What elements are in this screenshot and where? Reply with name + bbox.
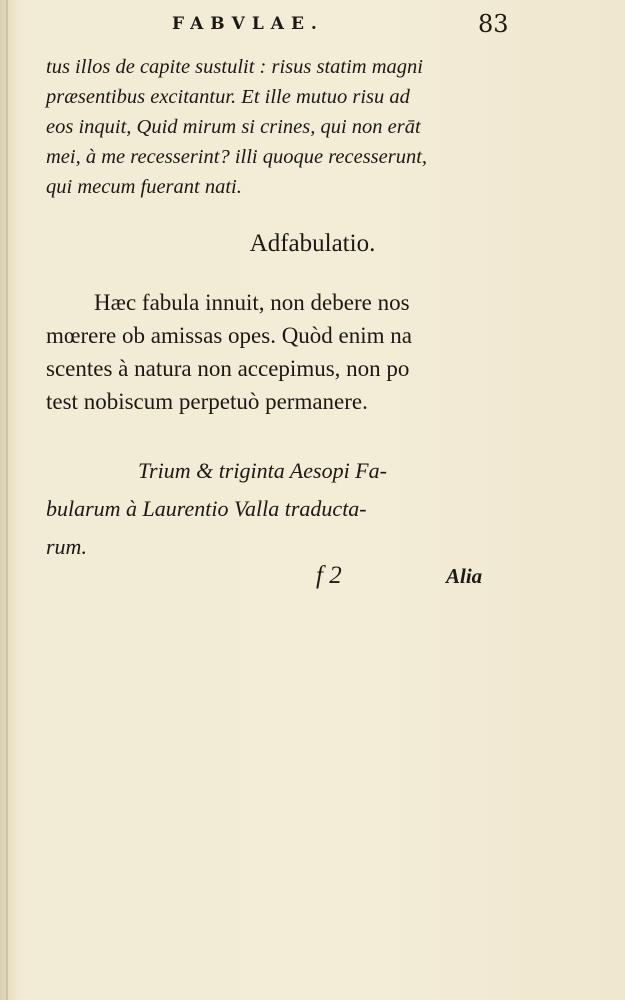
text-line: bularum à Laurentio Valla traducta- [46,496,367,521]
text-line: tus illos de capite sustulit : risus statim magni [46,56,423,78]
text-line: qui mecum fuerant nati. [46,176,242,198]
gutter-shadow [6,0,8,1000]
text-line: test nobiscum perpetuò permanere. [46,389,368,414]
signature-mark: f 2 [316,562,342,589]
section-heading: Adfabulatio. [249,230,376,257]
moral-text [46,286,506,418]
text-line: Hæc fabula innuit, non debere nos [94,290,410,315]
running-head: FABVLAE. [172,14,324,34]
catchword: Alia [446,564,483,588]
text-line: eos inquit, Quid mirum si crines, qui non erāt [46,116,421,138]
text-line: præsentibus excitantur. Et ille mutuo risu ad [46,86,410,108]
text-line: rum. [46,534,87,559]
fable-conclusion-text [46,52,506,202]
colophon-text [46,452,506,566]
text-line: mei, à me recesserint? illi quoque recesserunt, [46,146,428,168]
text-line: scentes à natura non accepimus, non po [46,356,410,381]
text-line: mœrere ob amissas opes. Quòd enim na [46,323,413,348]
page-number: 83 [478,10,509,38]
text-line: Trium & triginta Aesopi Fa- [138,458,387,483]
